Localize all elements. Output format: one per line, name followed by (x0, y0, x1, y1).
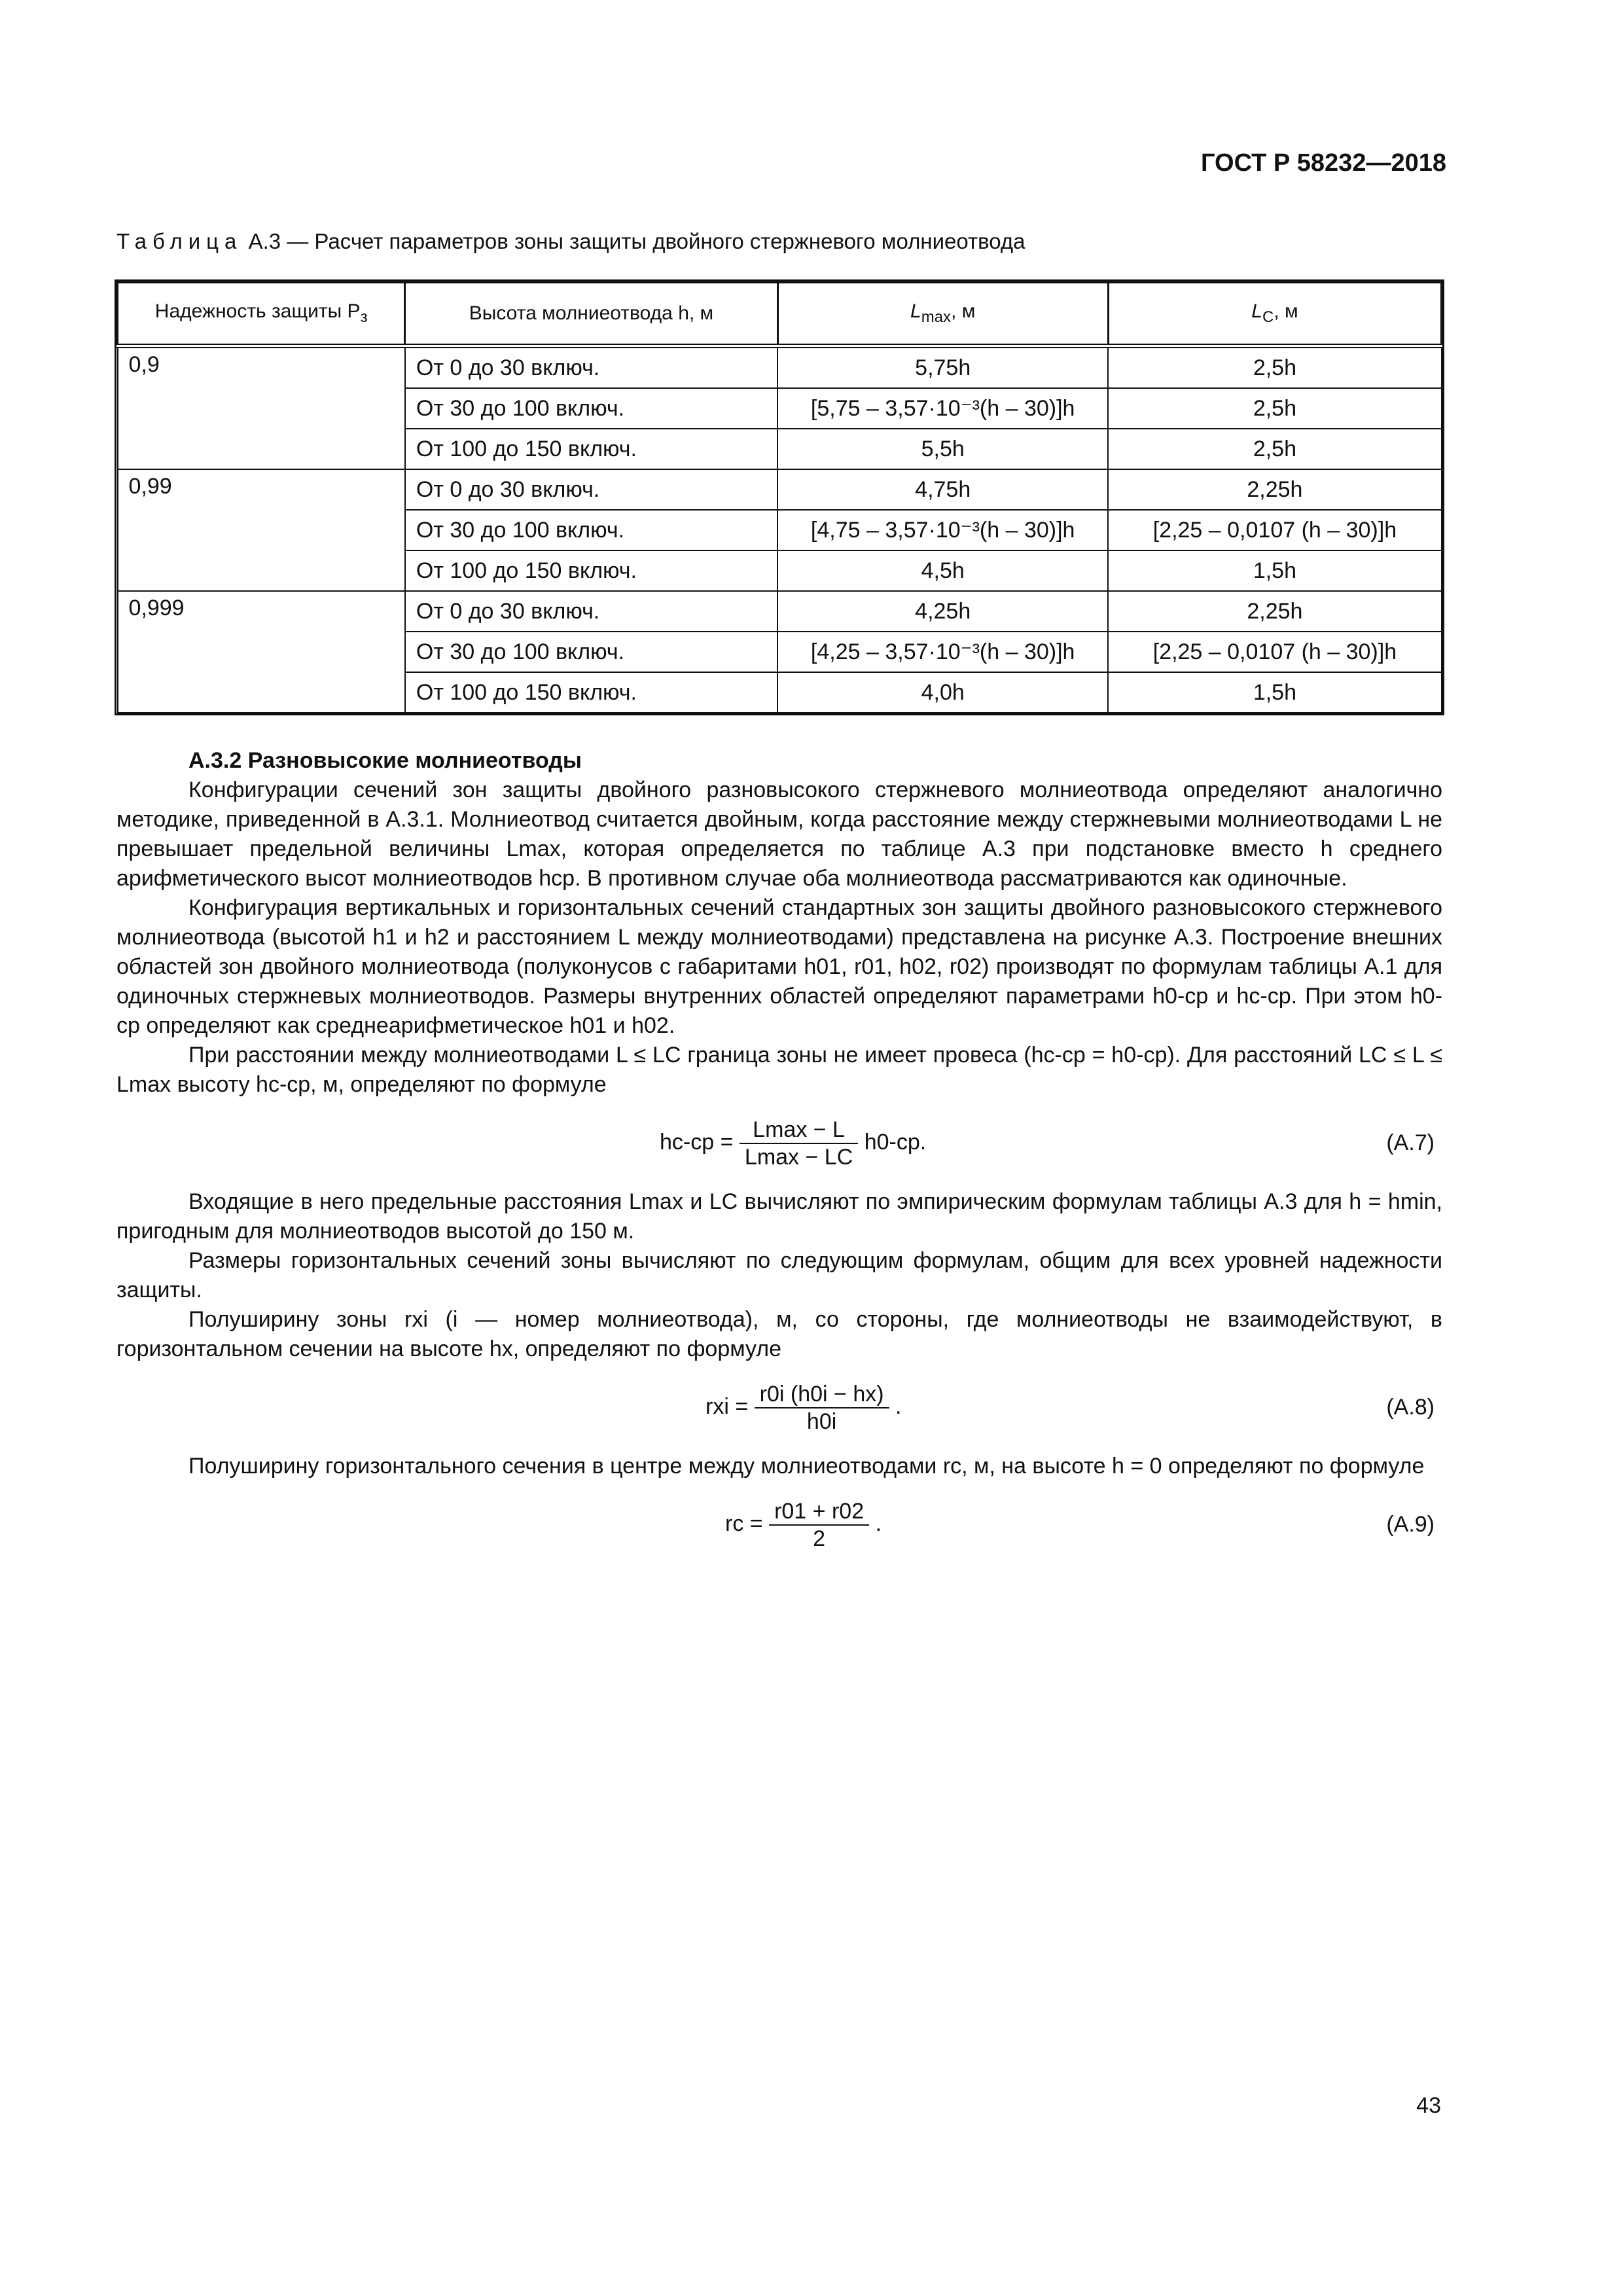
height-range-cell: От 100 до 150 включ. (405, 550, 777, 591)
lmax-cell: [4,25 – 3,57·10⁻³(h – 30)]h (777, 632, 1108, 672)
height-range-cell: От 100 до 150 включ. (405, 429, 777, 469)
table-caption-word: Таблица (116, 229, 243, 253)
lc-cell: 1,5h (1108, 672, 1441, 713)
height-range-cell: От 0 до 30 включ. (405, 591, 777, 632)
paragraph: Полуширину горизонтального сечения в центре между молниеотводами rс, м, на высоте h = 0 определяют по формуле (188, 1454, 1425, 1479)
height-range-cell: От 30 до 100 включ. (405, 388, 777, 429)
lc-cell: [2,25 – 0,0107 (h – 30)]h (1108, 510, 1441, 550)
column-header-lmax (777, 283, 1108, 346)
height-range-cell: От 30 до 100 включ. (405, 510, 777, 550)
column-header-lc-symbol: L (1251, 300, 1262, 322)
equation-a8-numerator: r0i (h0i − hx) (755, 1381, 889, 1408)
lc-cell: 2,5h (1108, 346, 1441, 389)
parameters-table (116, 281, 1442, 713)
table-row (118, 469, 1442, 510)
equation-a9 (116, 1489, 1442, 1561)
equation-a8 (116, 1372, 1442, 1444)
paragraph: Полуширину зоны rxi (i — номер молниеотвода), м, со стороны, где молниеотводы не взаимодействуют, в горизонтальном сечении на высоте hx, определяют по формуле (116, 1307, 1442, 1361)
lc-cell: 1,5h (1108, 550, 1441, 591)
table-row (118, 591, 1442, 632)
lc-cell: 2,5h (1108, 429, 1441, 469)
reliability-cell: 0,99 (118, 469, 405, 591)
column-header-reliability-sub: з (360, 308, 368, 326)
equation-a8-denominator: h0i (806, 1409, 837, 1434)
equation-a7-tail: h0-ср. (864, 1129, 927, 1155)
equation-a8-tail: . (895, 1393, 902, 1419)
equation-a9-fraction (769, 1498, 869, 1552)
equation-a8-lhs: rxi = (705, 1393, 749, 1419)
equation-a7-numerator: Lmax − L (740, 1117, 858, 1144)
lc-cell: 2,5h (1108, 388, 1441, 429)
equation-a9-denominator: 2 (813, 1526, 826, 1551)
column-header-lc-unit: , м (1274, 300, 1298, 322)
lc-cell: [2,25 – 0,0107 (h – 30)]h (1108, 632, 1441, 672)
table-header-row (118, 283, 1442, 346)
document-id: ГОСТ Р 58232—2018 (1201, 149, 1446, 177)
height-range-cell: От 0 до 30 включ. (405, 346, 777, 389)
equation-a9-lhs: rс = (725, 1511, 763, 1536)
lmax-cell: 4,25h (777, 591, 1108, 632)
paragraph: Конфигурация вертикальных и горизонтальных сечений стандартных зон защиты двойного разновысокого стержневого молниеотвода (высотой h1 и h2 и расстоянием L между молниеотводами) представлена на рисунке А.3. Построение внешних областей зон двойного молниеотвода (полуконусов с габаритами h01, r01, h02, r02) производят по формулам таблицы А.1 для одиночных стержневых молниеотводов. Размеры внутренних областей определяют параметрами h0-ср и hс-ср. При этом h0-ср определяют как среднеарифметическое h01 и h02. (116, 895, 1442, 1038)
column-header-lmax-symbol: L (910, 300, 921, 322)
equation-a8-fraction (755, 1381, 889, 1435)
lmax-cell: [5,75 – 3,57·10⁻³(h – 30)]h (777, 388, 1108, 429)
paragraph: Размеры горизонтальных сечений зоны вычисляют по следующим формулам, общим для всех уровней надежности защиты. (116, 1248, 1442, 1302)
reliability-cell: 0,999 (118, 591, 405, 713)
equation-a9-tail: . (875, 1511, 882, 1536)
lmax-cell: 4,5h (777, 550, 1108, 591)
equation-a7-denominator: Lmax − LC (744, 1145, 853, 1170)
table-row (118, 346, 1442, 389)
equation-a9-numerator: r01 + r02 (769, 1498, 869, 1526)
equation-a7-body (660, 1117, 926, 1170)
paragraph: Входящие в него предельные расстояния Lmax и LC вычисляют по эмпирическим формулам таблицы А.3 для h = hmin, пригодным для молниеотводов высотой до 150 м. (116, 1189, 1442, 1244)
column-header-reliability-text: Надежность защиты P (154, 300, 361, 322)
reliability-cell: 0,9 (118, 346, 405, 470)
lmax-cell: 4,0h (777, 672, 1108, 713)
column-header-reliability (118, 283, 405, 346)
paragraph: При расстоянии между молниеотводами L ≤ LC граница зоны не имеет провеса (hс-ср = h0-ср). Для расстояний LC ≤ L ≤ Lmax высоту hс-ср, м, определяют по формуле (116, 1043, 1442, 1097)
equation-a7 (116, 1107, 1442, 1179)
section-title: А.3.2 Разновысокие молниеотводы (188, 748, 582, 773)
equation-a9-label: (А.9) (1386, 1512, 1435, 1537)
column-header-lc (1108, 283, 1441, 346)
lmax-cell: [4,75 – 3,57·10⁻³(h – 30)]h (777, 510, 1108, 550)
equation-a7-label: (А.7) (1386, 1130, 1435, 1155)
equation-a7-lhs: hс-ср = (660, 1129, 734, 1155)
lc-cell: 2,25h (1108, 469, 1441, 510)
table-caption-text: А.3 — Расчет параметров зоны защиты двойного стержневого молниеотвода (248, 229, 1026, 253)
column-header-lmax-unit: , м (951, 300, 976, 322)
paragraph: Конфигурации сечений зон защиты двойного разновысокого стержневого молниеотвода определяют аналогично методике, приведенной в А.3.1. Молниеотвод считается двойным, когда расстояние между стержневыми молниеотводами L не превышает предельной величины Lmax, которая определяется по таблице А.3 при подстановке вместо h среднего арифметического высот молниеотводов hср. В противном случае оба молниеотвода рассматриваются как одиночные. (116, 778, 1442, 891)
equation-a8-body (705, 1381, 901, 1435)
page-number: 43 (1416, 2093, 1441, 2118)
column-header-height: Высота молниеотвода h, м (405, 283, 777, 346)
equation-a7-fraction (740, 1117, 858, 1170)
lmax-cell: 4,75h (777, 469, 1108, 510)
height-range-cell: От 0 до 30 включ. (405, 469, 777, 510)
lc-cell: 2,25h (1108, 591, 1441, 632)
column-header-lc-sub: C (1262, 308, 1274, 326)
equation-a9-body (725, 1498, 882, 1552)
lmax-cell: 5,5h (777, 429, 1108, 469)
table-caption (116, 229, 1026, 254)
body-text (116, 746, 1442, 1569)
height-range-cell: От 30 до 100 включ. (405, 632, 777, 672)
column-header-lmax-sub: max (921, 308, 952, 326)
height-range-cell: От 100 до 150 включ. (405, 672, 777, 713)
lmax-cell: 5,75h (777, 346, 1108, 389)
equation-a8-label: (А.8) (1386, 1395, 1435, 1420)
